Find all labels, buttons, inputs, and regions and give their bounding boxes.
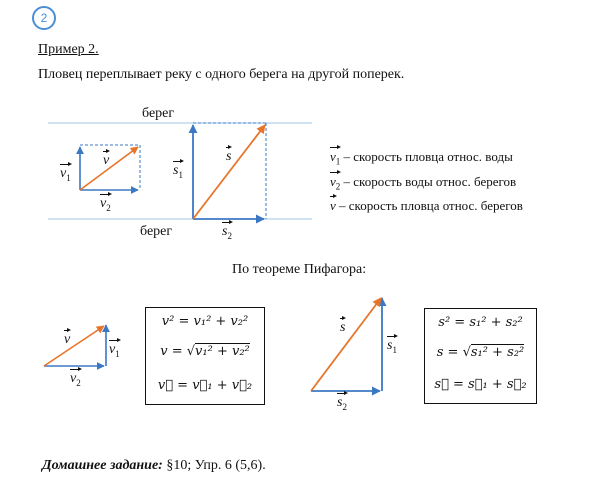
page-number-badge: 2	[32, 6, 56, 30]
label-s-river: s	[226, 146, 231, 165]
label-s1-triangle: $s_1$	[387, 335, 397, 355]
legend-v2: $v_2$ – скорость воды относ. берегов	[330, 171, 516, 192]
label-s1-river: $s_1$	[173, 160, 183, 180]
formula-s-squared: s² = s₁² + s₂²	[438, 315, 523, 330]
label-v-triangle: v	[64, 329, 70, 348]
homework-text: §10; Упр. 6 (5,6).	[166, 458, 266, 473]
theorem-caption: По теореме Пифагора:	[232, 262, 367, 277]
label-v1-triangle: $v_1$	[109, 339, 120, 359]
problem-text: Пловец переплывает реку с одного берега на другой поперек.	[38, 67, 405, 82]
legend-v1: $v_1$ – скорость пловца относ. воды	[330, 146, 513, 167]
legend-v: v – скорость пловца относ. берегов	[330, 195, 523, 214]
label-v1-small: $v_1$	[60, 163, 71, 183]
formula-v-vector: v⃗ = v⃗₁ + v⃗₂	[157, 378, 253, 393]
label-s-triangle: s	[340, 317, 345, 336]
label-v2-triangle: $v_2$	[70, 368, 81, 388]
bank-label-top: берег	[142, 106, 175, 121]
formula-v-squared: v² = v₁² + v₂²	[161, 314, 249, 329]
triangle-v-v	[44, 326, 104, 366]
example-title: Пример 2.	[38, 42, 99, 57]
formula-v-root: v = √v₁² + v₂²	[160, 344, 250, 359]
homework-line	[42, 458, 266, 474]
formula-s-root: s = √s₁² + s₂²	[436, 345, 525, 360]
formula-s-vector: s⃗ = s⃗₁ + s⃗₂	[434, 377, 527, 392]
bank-label-bottom: берег	[140, 224, 173, 239]
vector-s-arrow	[193, 125, 265, 219]
triangle-s-s	[311, 298, 381, 391]
homework-label: Домашнее задание:	[42, 458, 163, 473]
formula-box-v	[145, 307, 265, 405]
label-s2-triangle: $s_2$	[337, 392, 347, 412]
label-v-small: v	[103, 150, 109, 169]
formula-box-s	[424, 308, 537, 404]
label-v2-small: $v_2$	[100, 193, 111, 213]
label-s2-river: $s_2$	[222, 221, 232, 241]
